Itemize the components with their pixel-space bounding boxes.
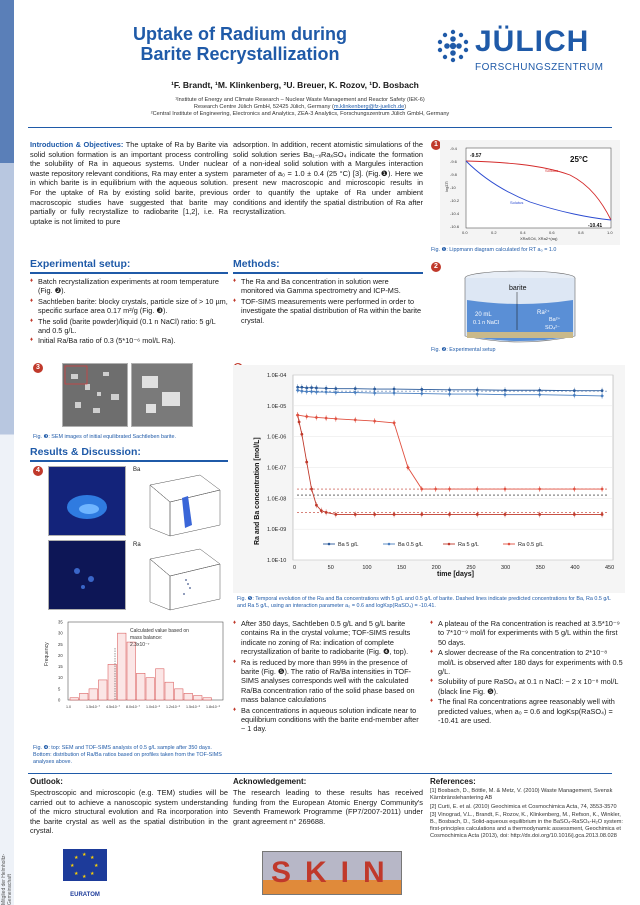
fig1-caption: Fig. ❶: Lippmann diagram calculated for RT a₀ = 1.0: [431, 247, 557, 253]
fig5-ytick-label: 1.0E-09: [267, 527, 287, 534]
fig5-ytick-label: 1.0E-05: [267, 403, 287, 410]
fig5-data-point: [420, 388, 423, 391]
hist-ytick-label: 10: [58, 675, 63, 681]
fig5-legend-label: Ba 5 g/L: [338, 542, 359, 548]
hist-bar: [89, 689, 98, 700]
fig1-xtick-label: 0.2: [491, 230, 497, 235]
fig1-top-value: -9.57: [470, 153, 482, 159]
hist-note-1: Calculated value based on: [130, 628, 189, 634]
svg-text:★: ★: [90, 871, 95, 877]
fig1-ytick-label: -9.4: [450, 146, 457, 151]
fig1-solutus-label: Solutus: [510, 200, 524, 205]
exp-setup-list: [30, 277, 228, 347]
hist-bar: [118, 633, 127, 700]
fig5-data-point: [476, 388, 479, 391]
poster-title: [80, 24, 400, 64]
fig2-nacl: 0.1 n NaCl: [473, 320, 499, 326]
fig4-histogram: [40, 618, 228, 718]
affiliation-2: [40, 104, 560, 111]
affiliation-3: ²Central Institute of Engineering, Electronics and Analytics, ZEA-3 Analytics, Forschungszentrum Jülich GmbH, Germany: [150, 111, 450, 118]
hist-ytick-label: 25: [58, 641, 63, 647]
fig4-tofsims-ba: [48, 466, 126, 536]
fig1-badge: 1: [431, 140, 441, 150]
results-line: [30, 460, 228, 462]
hist-bar: [99, 680, 108, 700]
fig5-data-point: [373, 388, 376, 391]
fig5-ytick-label: 1.0E-10: [267, 558, 287, 564]
fig5-legend-marker: [448, 543, 451, 546]
fig5-xtick-label: 250: [466, 565, 476, 571]
hist-xtick-label: 1.0: [66, 705, 71, 709]
results-item: ♦ Solubility of pure RaSO₄ at 0.1 n NaCl: ~ 2 x 10⁻⁸ mol/L (black line Fig. ❺).: [430, 677, 625, 696]
hist-ytick-label: 5: [58, 686, 61, 692]
results-item: ♦ Ba concentrations in aqueous solution indicate near to equilibrium conditions with the barite end-member after ~ 1 day.: [233, 706, 423, 734]
fig5-data-point: [504, 389, 507, 392]
results-list-left: [233, 619, 423, 735]
results-item: ♦ After 350 days, Sachtleben 0.5 g/L and 5 g/L barite contains Ra in the crystal volume; TOF-SIMS results indicate no zoning of Ra: indication of complete recrystallization of barite to radiobarite (Fig. ❹, top).: [233, 619, 423, 657]
hist-ylabel: Frequency: [44, 642, 50, 666]
methods-item: ♦ TOF-SIMS measurements were performed in order to investigate the spatial distribution of Ra within the barite crystal.: [233, 297, 423, 325]
hist-bar: [184, 693, 193, 700]
fig1-ytick-label: -10.4: [450, 211, 460, 216]
fig1-ytick-label: -10.2: [450, 198, 460, 203]
fig4-badge: 4: [33, 466, 43, 476]
fig5-xtick-label: 400: [570, 565, 580, 571]
fig5-legend-marker: [388, 543, 391, 546]
fig2-ra: Ra²⁺: [537, 310, 550, 316]
fig5-data-point: [448, 513, 451, 516]
hist-bar: [194, 696, 203, 700]
fig1-xtick-label: 1.0: [607, 230, 613, 235]
fig1-lippmann-diagram: [440, 140, 620, 245]
fig1-ylabel: logΣΠ: [444, 181, 449, 192]
svg-text:★: ★: [82, 874, 87, 880]
fig5-data-point: [573, 389, 576, 392]
methods-line: [233, 272, 423, 274]
results-heading: Results & Discussion:: [30, 446, 141, 458]
ack-text: The research leading to these results has received funding from the European Atomic Energy Community's Seventh Framework Programme (FP7/2007-2011) under grant agreement n° 269688.: [233, 788, 423, 826]
fig5-data-point: [300, 433, 303, 436]
fig3-sem-particles-right: [132, 364, 192, 426]
exp-setup-heading: Experimental setup:: [30, 258, 131, 270]
fig5-data-point: [393, 513, 396, 516]
fig5-xtick-label: 0: [293, 565, 297, 571]
svg-text:★: ★: [94, 863, 99, 869]
ack-heading: Acknowledgement:: [233, 777, 307, 786]
exp-setup-line: [30, 272, 228, 274]
fig1-xlabel: XRaSO4, XRa2+(aq): [520, 236, 558, 241]
hist-ytick-label: 15: [58, 664, 63, 670]
fig5-concentration-chart: [233, 365, 625, 593]
fig1-xtick-label: 0.4: [520, 230, 526, 235]
fig1-plot-area: [466, 148, 611, 228]
refs-heading: References:: [430, 777, 476, 786]
hist-bar: [80, 693, 89, 700]
svg-text:★: ★: [90, 855, 95, 861]
title-line-1: Uptake of Radium during: [132, 24, 347, 44]
fig1-bottom-value: -10.41: [588, 223, 603, 229]
fig5-ytick-label: 1.0E-04: [267, 373, 287, 379]
svg-text:★: ★: [82, 852, 87, 858]
refs-list: [430, 788, 625, 842]
logo-subtitle: FORSCHUNGSZENTRUM: [475, 62, 604, 73]
fig5-legend-marker: [328, 543, 331, 546]
hist-note-2: mass balance:: [130, 635, 163, 641]
affiliation-2-b: ): [404, 104, 407, 111]
fig5-data-point: [448, 388, 451, 391]
fig2-barite-label: barite: [509, 285, 527, 292]
fig5-ytick-label: 1.0E-08: [267, 496, 287, 503]
fig2-so4: SO₄²⁻: [545, 325, 560, 331]
fig5-data-point: [420, 513, 423, 516]
hist-bar: [108, 664, 117, 700]
fig5-caption: Fig. ❺: Temporal evolution of the Ra and Ba concentrations with 5 g/L and 0.5 g/L of barite. Dashed lines indicate predicted concentrations for Ba, Ra 0.5 g/L and Ra 5 g/L, using an interaction parameter a₀ = 0.6 and logKsp(RaSO₄) = -10.41.: [237, 596, 611, 609]
fig2-ba: Ba²⁺: [549, 317, 561, 323]
fig5-data-point: [573, 513, 576, 516]
outlook-heading: Outlook:: [30, 777, 63, 786]
fig5-xlabel: time [days]: [437, 571, 474, 578]
hist-xtick-label: 1.0x10⁻⁶: [146, 705, 161, 709]
fig4-label-ba: Ba: [133, 467, 141, 473]
fig4-label-ra: Ra: [133, 542, 141, 548]
fig5-data-point: [601, 513, 604, 516]
fig4-ra-map: [49, 541, 125, 609]
fig2-badge: 2: [431, 262, 441, 272]
outlook-text: Spectroscopic and microscopic (e.g. TEM) studies will be carried out to achieve a nanoscopic system understanding of the micro structural evolution and Ra incorporation into the barite crystal as well as the spatial distribution in the crystal.: [30, 788, 228, 836]
barite-powder: [467, 332, 573, 338]
title-line-2: Barite Recrystallization: [140, 44, 340, 64]
contact-email-link[interactable]: m.klinkenberg@fz-juelich.de: [333, 104, 405, 111]
fig5-data-point: [305, 461, 308, 464]
skin-logo: [262, 851, 402, 895]
fig2-volume: 20 mL: [475, 312, 492, 318]
fig2-caption: Fig. ❷: Experimental setup: [431, 347, 496, 353]
julich-logo-mark-icon: [435, 28, 471, 64]
fig3-badge: 3: [33, 363, 43, 373]
fig3-sem-image-right: [131, 363, 193, 427]
results-item: ♦ Ra is reduced by more than 99% in the presence of barite (Fig. ❺). The ratio of Ra/Ba intensities in TOF-SIMS analyses corresponds well with the calculated Ra/Ba concentration ratio of the solid phase based on mass balance calculations: [233, 658, 423, 705]
fig5-data-point: [325, 511, 328, 514]
fig5-data-point: [601, 389, 604, 392]
header-divider: [28, 127, 612, 128]
hist-bar: [146, 678, 155, 700]
results-item: ♦ A plateau of the Ra concentration is reached at 3.5*10⁻⁹ to 7*10⁻⁹ mol/l for experiments with 5 g/L within the first 50 days.: [430, 619, 625, 647]
fig5-legend-label: Ba 0.5 g/L: [398, 542, 424, 548]
fig5-legend-label: Ra 5 g/L: [458, 542, 479, 548]
exp-setup-item: ♦ The solid (barite powder)/liquid (0.1 n NaCl) ratio: 5 g/L and 0.5 g/L.: [30, 317, 228, 336]
exp-setup-item: ♦ Sachtleben barite: blocky crystals, particle size of > 10 µm, specific surface area 0.17 m²/g (Fig. ❸).: [30, 297, 228, 316]
methods-item: ♦ The Ra and Ba concentration in solution were monitored via Gamma spectrometry and ICP-MS.: [233, 277, 423, 296]
hist-ytick-label: 35: [58, 619, 63, 625]
fig3-caption: Fig. ❸: SEM images of initial equilibrated Sachtleben barite.: [33, 434, 176, 440]
fig1-ytick-label: -10: [450, 185, 456, 190]
hist-xtick-label: 8.0x10⁻⁷: [126, 705, 140, 709]
hist-xtick-label: 1.8x10⁻⁶: [206, 705, 221, 709]
hist-xtick-label: 1.2x10⁻⁶: [166, 705, 181, 709]
fig5-data-point: [334, 513, 337, 516]
fig1-temperature: 25°C: [570, 155, 588, 164]
hist-ytick-label: 0: [58, 697, 61, 703]
fig5-xtick-label: 200: [431, 565, 441, 571]
fig5-xtick-label: 150: [397, 565, 407, 571]
fig1-ytick-label: -10.6: [450, 224, 460, 229]
hist-xtick-label: 4.5x10⁻⁷: [106, 705, 120, 709]
affiliations: [40, 97, 560, 119]
fig5-data-point: [315, 504, 318, 507]
fig5-data-point: [310, 488, 313, 491]
logo-name: JÜLICH: [475, 25, 590, 58]
svg-text:★: ★: [74, 871, 79, 877]
fig1-ytick-label: -9.8: [450, 172, 457, 177]
hist-bar: [175, 689, 184, 700]
ref-item: [3] Vinograd, V.L., Brandt, F., Rozov, K., Klinkenberg, M., Refson, K., Winkler, B., Bosbach, D., Solid-aqueous equilibrium in the BaSO₄-RaSO₄-H₂O system: first-principles calculations and a thermodynamic assessment, Geochimica et Cosmochimica Acta (2013), doi: http://dx.doi.org/10.1016/j.gca.2013.08.028: [430, 812, 623, 839]
fig4-tofsims-ra: [48, 540, 126, 610]
fig4-caption: Fig. ❹: top: SEM and TOF-SIMS analysis of 0.5 g/L sample after 350 days. Bottom: distribution of Ra/Ba ratios based on profiles taken from the TOF-SIMS analyses above.: [33, 745, 222, 765]
fig2-setup-illustration: [445, 268, 595, 348]
fig5-data-point: [393, 388, 396, 391]
fig5-data-point: [476, 513, 479, 516]
intro-col-1: [30, 140, 228, 226]
fig1-xtick-label: 0.6: [549, 230, 555, 235]
hist-bar: [156, 669, 165, 700]
fig5-legend-marker: [508, 543, 511, 546]
fig5-data-point: [538, 389, 541, 392]
fig5-data-point: [373, 513, 376, 516]
hist-ytick-label: 20: [58, 652, 63, 658]
intro-text-1: The uptake of Ra by Barite via solid solution formation is an important process controlling the solubility of Ra in aqueous systems. Under nuclear waste repository relevant conditions, Ra may enter a system in which barite is in equilibrium with the aqueous solution. For the uptake of Ra by existing solid barite, previous macroscopic studies have suggested that barite may partially or fully recrystallize to radiobarite [1,2], i.e. Ra uptake is not limited to pure: [30, 140, 228, 226]
fig5-xtick-label: 350: [535, 565, 545, 571]
fig4-3d-ba: [140, 470, 228, 538]
hist-bar: [127, 642, 136, 700]
fig5-data-point: [538, 513, 541, 516]
authors: ¹F. Brandt, ¹M. Klinkenberg, ²U. Breuer, K. Rozov, ¹D. Bosbach: [171, 80, 419, 90]
euratom-label: EURATOM: [70, 892, 100, 898]
side-stripe: [0, 0, 14, 905]
fig5-data-point: [315, 387, 318, 390]
fig5-data-point: [354, 513, 357, 516]
hist-xtick-label: 1.5x10⁻⁷: [86, 705, 100, 709]
fig5-data-point: [320, 509, 323, 512]
fig4-ba-map: [49, 467, 125, 535]
hist-note-3: 2.3x10⁻⁷: [130, 642, 150, 648]
footer-divider: [28, 773, 612, 774]
skin-logo-text: SKIN: [271, 856, 399, 889]
fig1-xtick-label: 0.8: [578, 230, 584, 235]
results-item: ♦ A slower decrease of the Ra concentration to 2*10⁻⁸ mol/L is observed after 180 days for experiments with 0.5 g/L.: [430, 648, 625, 676]
methods-heading: Methods:: [233, 258, 280, 270]
exp-setup-item: ♦ Batch recrystallization experiments at room temperature (Fig. ❷).: [30, 277, 228, 296]
fig1-ytick-label: -9.6: [450, 159, 457, 164]
svg-text:★: ★: [70, 863, 75, 869]
fig5-ytick-label: 1.0E-07: [267, 465, 287, 472]
fig5-xtick-label: 450: [605, 565, 615, 571]
hist-ytick-label: 30: [58, 630, 63, 636]
fig1-xtick-label: 0.0: [462, 230, 468, 235]
exp-setup-item: ♦ Initial Ra/Ba ratio of 0.3 (5*10⁻⁶ mol/L Ra).: [30, 336, 228, 345]
hist-bar: [203, 698, 212, 700]
ref-item: [2] Curti, E. et al. (2010) Geochimica et Cosmochimica Acta, 74, 3553-3570: [430, 803, 617, 810]
fig5-ylabel: Ra and Ba concentration [mol/L]: [254, 437, 261, 545]
hist-bar: [137, 673, 146, 700]
hist-bar: [70, 698, 79, 700]
julich-logo: [435, 25, 625, 80]
fig5-xtick-label: 100: [362, 565, 372, 571]
fig4-3d-ra: [140, 544, 228, 612]
fig5-data-point: [298, 421, 301, 424]
svg-text:★: ★: [74, 855, 79, 861]
intro-col-2: adsorption. In addition, recent atomistic simulations of the solid solution series Ba₁₋ₓRaₓSO₄ indicate the formation of a non-ideal solid solution with a Margules interaction parameter of a₀ = 1.0 ± 0.4 (25 °C) [3]. (Fig.❶). Here we present new macroscopic and microscopic results in order to quantify the uptake of Ra under ambient conditions and identify the spatial distribution of Ra after recrystallization.: [233, 140, 423, 217]
eu-flag-icon: [60, 845, 110, 887]
affiliation-2-a: Research Centre Jülich GmbH, 52425 Jülich, Germany (: [193, 104, 334, 111]
methods-list: [233, 277, 423, 326]
ref-item: [1] Bosbach, D., Böttle, M. & Metz, V. (2010) Waste Management, Svensk Kärnbränslehantering AB: [430, 788, 613, 801]
hist-xtick-label: 1.5x10⁻⁶: [186, 705, 201, 709]
fig1-solidus-label: Solidus: [545, 168, 559, 173]
fig5-ytick-label: 1.0E-06: [267, 434, 287, 441]
fig5-legend-label: Ra 0.5 g/L: [518, 542, 544, 548]
intro-lead: Introduction & Objectives:: [30, 140, 124, 149]
fig5-data-point: [504, 513, 507, 516]
results-list-right: [430, 619, 625, 726]
euratom-logo: [60, 845, 110, 897]
fig5-xtick-label: 50: [327, 565, 334, 571]
side-note: Mitglied der Helmholtz-Gemeinschaft: [1, 853, 13, 905]
hist-bar: [165, 682, 174, 700]
fig3-sem-image-left: [62, 363, 128, 427]
results-item: ♦ The final Ra concentrations agree reasonably well with predicted values, when a₀ = 0.6 and logKsp(RaSO₄) = -10.41 are used.: [430, 697, 625, 725]
affiliation-1: ¹Institute of Energy and Climate Research – Nuclear Waste Management and Reactor Safety (IEK-6): [175, 97, 425, 103]
fig3-sem-particles-left: [63, 364, 127, 426]
fig5-xtick-label: 300: [501, 565, 511, 571]
